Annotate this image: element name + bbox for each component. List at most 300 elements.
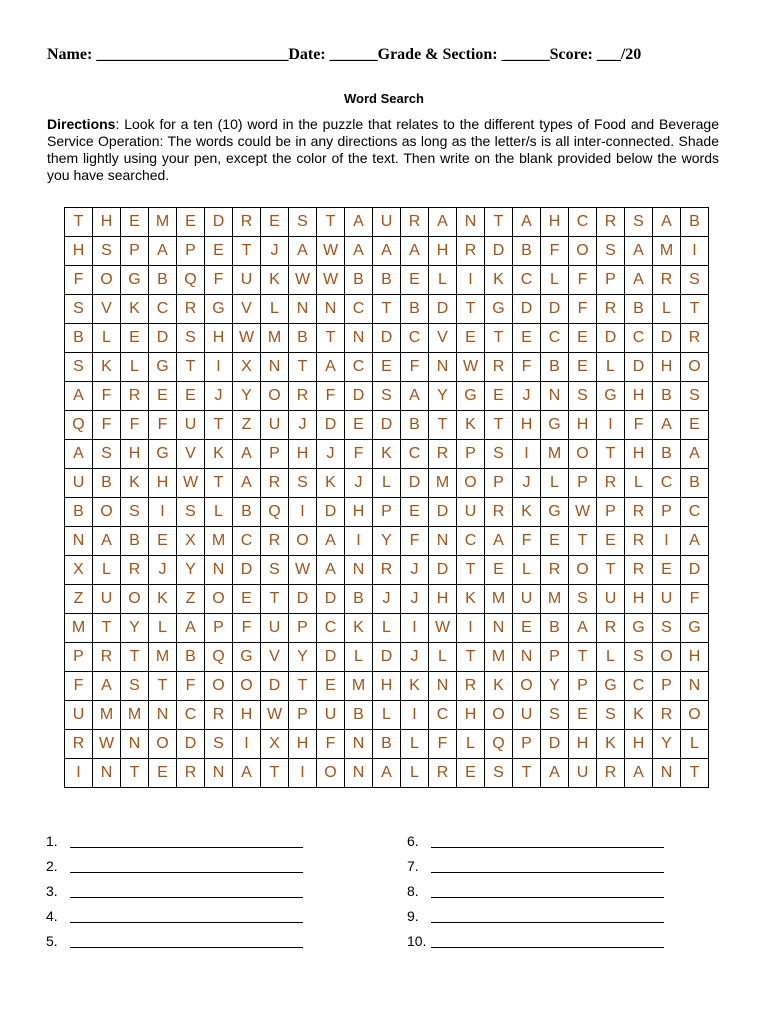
grid-cell[interactable]: H [625,382,653,411]
grid-cell[interactable]: A [625,759,653,788]
grid-cell[interactable]: O [569,237,597,266]
grid-cell[interactable]: D [373,324,401,353]
grid-cell[interactable]: C [653,469,681,498]
grid-cell[interactable]: H [513,411,541,440]
grid-cell[interactable]: Q [485,730,513,759]
grid-cell[interactable]: L [625,469,653,498]
answer-blank[interactable] [70,833,303,848]
grid-cell[interactable]: I [401,701,429,730]
grid-cell[interactable]: R [597,614,625,643]
grid-cell[interactable]: R [457,672,485,701]
grid-cell[interactable]: N [205,556,233,585]
grid-cell[interactable]: W [457,353,485,382]
grid-cell[interactable]: S [65,295,93,324]
grid-cell[interactable]: D [681,556,709,585]
grid-cell[interactable]: D [177,730,205,759]
grid-cell[interactable]: L [345,643,373,672]
grid-cell[interactable]: L [205,498,233,527]
grid-cell[interactable]: G [625,614,653,643]
grid-cell[interactable]: S [485,759,513,788]
grid-cell[interactable]: U [569,759,597,788]
grid-cell[interactable]: L [121,353,149,382]
grid-cell[interactable]: A [233,440,261,469]
grid-cell[interactable]: O [205,585,233,614]
grid-cell[interactable]: P [261,440,289,469]
grid-cell[interactable]: K [485,266,513,295]
grid-cell[interactable]: E [513,614,541,643]
grid-cell[interactable]: K [261,266,289,295]
grid-cell[interactable]: U [317,701,345,730]
grid-cell[interactable]: O [205,672,233,701]
grid-cell[interactable]: U [65,469,93,498]
grid-cell[interactable]: M [261,324,289,353]
grid-cell[interactable]: A [149,237,177,266]
grid-cell[interactable]: K [597,730,625,759]
grid-cell[interactable]: H [149,469,177,498]
grid-cell[interactable]: B [93,469,121,498]
grid-cell[interactable]: M [429,469,457,498]
grid-cell[interactable]: C [541,324,569,353]
grid-cell[interactable]: R [177,759,205,788]
grid-cell[interactable]: D [261,672,289,701]
grid-cell[interactable]: F [205,266,233,295]
grid-cell[interactable]: T [205,469,233,498]
grid-cell[interactable]: G [541,411,569,440]
grid-cell[interactable]: C [625,324,653,353]
grid-cell[interactable]: D [513,295,541,324]
grid-cell[interactable]: O [261,382,289,411]
grid-cell[interactable]: B [149,266,177,295]
grid-cell[interactable]: F [317,730,345,759]
grid-cell[interactable]: E [569,324,597,353]
grid-cell[interactable]: W [93,730,121,759]
grid-cell[interactable]: A [345,237,373,266]
grid-cell[interactable]: C [317,614,345,643]
grid-cell[interactable]: T [457,556,485,585]
grid-cell[interactable]: R [597,469,625,498]
grid-cell[interactable]: B [653,440,681,469]
grid-cell[interactable]: W [233,324,261,353]
grid-cell[interactable]: P [485,469,513,498]
grid-cell[interactable]: A [317,556,345,585]
grid-cell[interactable]: R [373,556,401,585]
grid-cell[interactable]: T [177,353,205,382]
grid-cell[interactable]: I [653,527,681,556]
grid-cell[interactable]: F [401,527,429,556]
grid-cell[interactable]: E [149,382,177,411]
grid-cell[interactable]: D [401,469,429,498]
grid-cell[interactable]: A [233,759,261,788]
grid-cell[interactable]: R [457,237,485,266]
grid-cell[interactable]: I [65,759,93,788]
grid-cell[interactable]: M [149,208,177,237]
grid-cell[interactable]: L [597,643,625,672]
grid-cell[interactable]: T [485,324,513,353]
grid-cell[interactable]: L [681,730,709,759]
grid-cell[interactable]: U [233,266,261,295]
grid-cell[interactable]: X [177,527,205,556]
grid-cell[interactable]: T [569,643,597,672]
grid-cell[interactable]: B [401,411,429,440]
grid-cell[interactable]: L [653,295,681,324]
grid-cell[interactable]: Q [205,643,233,672]
grid-cell[interactable]: R [485,353,513,382]
grid-cell[interactable]: A [345,208,373,237]
grid-cell[interactable]: B [345,701,373,730]
answer-blank[interactable] [70,858,303,873]
grid-cell[interactable]: N [457,208,485,237]
grid-cell[interactable]: N [317,295,345,324]
grid-cell[interactable]: K [121,469,149,498]
grid-cell[interactable]: E [597,527,625,556]
grid-cell[interactable]: U [93,585,121,614]
grid-cell[interactable]: C [177,701,205,730]
grid-cell[interactable]: T [289,353,317,382]
grid-cell[interactable]: S [177,324,205,353]
grid-cell[interactable]: M [205,527,233,556]
grid-cell[interactable]: B [65,324,93,353]
grid-cell[interactable]: X [233,353,261,382]
grid-cell[interactable]: S [289,208,317,237]
grid-cell[interactable]: S [569,585,597,614]
grid-cell[interactable]: F [317,382,345,411]
grid-cell[interactable]: S [541,701,569,730]
grid-cell[interactable]: N [429,672,457,701]
grid-cell[interactable]: D [205,208,233,237]
grid-cell[interactable]: D [653,324,681,353]
grid-cell[interactable]: C [233,527,261,556]
grid-cell[interactable]: W [261,701,289,730]
grid-cell[interactable]: J [345,469,373,498]
grid-cell[interactable]: A [177,614,205,643]
grid-cell[interactable]: D [625,353,653,382]
grid-cell[interactable]: R [429,440,457,469]
answer-blank[interactable] [431,883,664,898]
grid-cell[interactable]: E [177,382,205,411]
grid-cell[interactable]: M [121,701,149,730]
grid-cell[interactable]: W [429,614,457,643]
grid-cell[interactable]: B [541,614,569,643]
grid-cell[interactable]: I [457,266,485,295]
grid-cell[interactable]: B [345,266,373,295]
grid-cell[interactable]: K [205,440,233,469]
grid-cell[interactable]: C [457,527,485,556]
grid-cell[interactable]: R [597,295,625,324]
grid-cell[interactable]: S [485,440,513,469]
grid-cell[interactable]: F [233,614,261,643]
grid-cell[interactable]: S [373,382,401,411]
grid-cell[interactable]: A [653,411,681,440]
grid-cell[interactable]: K [457,585,485,614]
grid-cell[interactable]: S [289,469,317,498]
grid-cell[interactable]: N [149,701,177,730]
grid-cell[interactable]: S [625,208,653,237]
answer-blank[interactable] [431,933,664,948]
grid-cell[interactable]: I [597,411,625,440]
grid-cell[interactable]: F [177,672,205,701]
grid-cell[interactable]: D [485,237,513,266]
grid-cell[interactable]: R [597,759,625,788]
grid-cell[interactable]: O [233,672,261,701]
grid-cell[interactable]: L [261,295,289,324]
grid-cell[interactable]: Z [177,585,205,614]
grid-cell[interactable]: P [373,498,401,527]
grid-cell[interactable]: O [289,527,317,556]
grid-cell[interactable]: E [485,382,513,411]
grid-cell[interactable]: E [121,208,149,237]
grid-cell[interactable]: E [653,556,681,585]
grid-cell[interactable]: P [289,614,317,643]
grid-cell[interactable]: H [429,237,457,266]
grid-cell[interactable]: R [261,469,289,498]
grid-cell[interactable]: N [513,643,541,672]
grid-cell[interactable]: A [681,527,709,556]
grid-cell[interactable]: C [401,324,429,353]
grid-cell[interactable]: U [177,411,205,440]
grid-cell[interactable]: P [653,498,681,527]
grid-cell[interactable]: B [681,208,709,237]
grid-cell[interactable]: A [485,527,513,556]
grid-cell[interactable]: S [261,556,289,585]
grid-cell[interactable]: T [289,672,317,701]
grid-cell[interactable]: T [121,759,149,788]
grid-cell[interactable]: N [541,382,569,411]
grid-cell[interactable]: N [93,759,121,788]
grid-cell[interactable]: N [205,759,233,788]
grid-cell[interactable]: E [233,585,261,614]
grid-cell[interactable]: D [289,585,317,614]
grid-cell[interactable]: O [149,730,177,759]
grid-cell[interactable]: W [289,556,317,585]
grid-cell[interactable]: R [65,730,93,759]
grid-cell[interactable]: H [541,208,569,237]
grid-cell[interactable]: B [177,643,205,672]
grid-cell[interactable]: D [541,730,569,759]
grid-cell[interactable]: E [485,556,513,585]
grid-cell[interactable]: D [233,556,261,585]
grid-cell[interactable]: M [485,643,513,672]
grid-cell[interactable]: S [65,353,93,382]
grid-cell[interactable]: N [345,730,373,759]
grid-cell[interactable]: T [317,208,345,237]
grid-cell[interactable]: K [121,295,149,324]
grid-cell[interactable]: N [653,759,681,788]
grid-cell[interactable]: W [569,498,597,527]
grid-cell[interactable]: B [373,730,401,759]
grid-cell[interactable]: A [541,759,569,788]
grid-cell[interactable]: H [625,440,653,469]
grid-cell[interactable]: K [317,469,345,498]
grid-cell[interactable]: T [317,324,345,353]
grid-cell[interactable]: R [401,208,429,237]
grid-cell[interactable]: O [681,701,709,730]
grid-cell[interactable]: D [149,324,177,353]
grid-cell[interactable]: B [513,237,541,266]
grid-cell[interactable]: M [93,701,121,730]
grid-cell[interactable]: R [261,527,289,556]
grid-cell[interactable]: R [653,266,681,295]
grid-cell[interactable]: I [513,440,541,469]
grid-cell[interactable]: E [569,701,597,730]
grid-cell[interactable]: E [121,324,149,353]
grid-cell[interactable]: L [513,556,541,585]
grid-cell[interactable]: F [541,237,569,266]
grid-cell[interactable]: B [121,527,149,556]
grid-cell[interactable]: M [149,643,177,672]
grid-cell[interactable]: F [513,527,541,556]
grid-cell[interactable]: A [401,237,429,266]
grid-cell[interactable]: E [401,498,429,527]
grid-cell[interactable]: O [93,498,121,527]
grid-cell[interactable]: T [597,556,625,585]
grid-cell[interactable]: A [65,382,93,411]
grid-cell[interactable]: L [401,759,429,788]
grid-cell[interactable]: K [457,411,485,440]
grid-cell[interactable]: D [317,585,345,614]
grid-cell[interactable]: R [681,324,709,353]
grid-cell[interactable]: L [93,324,121,353]
grid-cell[interactable]: R [121,382,149,411]
grid-cell[interactable]: T [65,208,93,237]
grid-cell[interactable]: A [373,237,401,266]
grid-cell[interactable]: J [401,643,429,672]
grid-cell[interactable]: C [569,208,597,237]
grid-cell[interactable]: R [233,208,261,237]
grid-cell[interactable]: F [569,295,597,324]
grid-cell[interactable]: U [457,498,485,527]
grid-cell[interactable]: C [681,498,709,527]
grid-cell[interactable]: C [345,353,373,382]
grid-cell[interactable]: O [317,759,345,788]
grid-cell[interactable]: N [121,730,149,759]
grid-cell[interactable]: U [513,585,541,614]
grid-cell[interactable]: N [289,295,317,324]
grid-cell[interactable]: K [149,585,177,614]
grid-cell[interactable]: P [457,440,485,469]
grid-cell[interactable]: N [345,759,373,788]
grid-cell[interactable]: N [261,353,289,382]
grid-cell[interactable]: H [653,353,681,382]
grid-cell[interactable]: S [177,498,205,527]
grid-cell[interactable]: F [149,411,177,440]
grid-cell[interactable]: L [429,266,457,295]
grid-cell[interactable]: G [597,672,625,701]
grid-cell[interactable]: R [485,498,513,527]
grid-cell[interactable]: C [345,295,373,324]
grid-cell[interactable]: C [513,266,541,295]
grid-cell[interactable]: R [541,556,569,585]
grid-cell[interactable]: F [569,266,597,295]
grid-cell[interactable]: J [289,411,317,440]
grid-cell[interactable]: V [233,295,261,324]
grid-cell[interactable]: J [513,382,541,411]
grid-cell[interactable]: T [205,411,233,440]
grid-cell[interactable]: U [261,614,289,643]
grid-cell[interactable]: E [681,411,709,440]
grid-cell[interactable]: N [429,353,457,382]
grid-cell[interactable]: T [513,759,541,788]
grid-cell[interactable]: E [345,411,373,440]
grid-cell[interactable]: P [177,237,205,266]
grid-cell[interactable]: K [373,440,401,469]
grid-cell[interactable]: D [317,411,345,440]
grid-cell[interactable]: D [597,324,625,353]
grid-cell[interactable]: H [429,585,457,614]
grid-cell[interactable]: T [261,759,289,788]
grid-cell[interactable]: B [65,498,93,527]
grid-cell[interactable]: J [261,237,289,266]
grid-cell[interactable]: T [569,527,597,556]
grid-cell[interactable]: Y [653,730,681,759]
grid-cell[interactable]: R [625,527,653,556]
grid-cell[interactable]: Q [261,498,289,527]
grid-cell[interactable]: B [289,324,317,353]
grid-cell[interactable]: A [681,440,709,469]
grid-cell[interactable]: F [681,585,709,614]
grid-cell[interactable]: K [513,498,541,527]
grid-cell[interactable]: V [177,440,205,469]
grid-cell[interactable]: I [401,614,429,643]
grid-cell[interactable]: F [93,382,121,411]
grid-cell[interactable]: N [429,527,457,556]
grid-cell[interactable]: C [149,295,177,324]
grid-cell[interactable]: L [149,614,177,643]
grid-cell[interactable]: A [513,208,541,237]
grid-cell[interactable]: C [625,672,653,701]
grid-cell[interactable]: T [261,585,289,614]
answer-blank[interactable] [431,858,664,873]
answer-blank[interactable] [431,833,664,848]
grid-cell[interactable]: Z [65,585,93,614]
grid-cell[interactable]: K [625,701,653,730]
grid-cell[interactable]: H [289,440,317,469]
grid-cell[interactable]: P [597,498,625,527]
grid-cell[interactable]: Y [177,556,205,585]
grid-cell[interactable]: A [653,208,681,237]
grid-cell[interactable]: A [289,237,317,266]
grid-cell[interactable]: J [373,585,401,614]
grid-cell[interactable]: A [93,527,121,556]
grid-cell[interactable]: E [569,353,597,382]
grid-cell[interactable]: T [233,237,261,266]
grid-cell[interactable]: E [373,353,401,382]
grid-cell[interactable]: E [177,208,205,237]
grid-cell[interactable]: H [681,643,709,672]
grid-cell[interactable]: P [205,614,233,643]
grid-cell[interactable]: F [93,411,121,440]
grid-cell[interactable]: G [121,266,149,295]
grid-cell[interactable]: L [541,266,569,295]
name-blank[interactable]: ________________________ [96,46,289,63]
grid-cell[interactable]: O [681,353,709,382]
grid-cell[interactable]: H [345,498,373,527]
grid-cell[interactable]: E [149,759,177,788]
grid-cell[interactable]: J [317,440,345,469]
grid-cell[interactable]: T [681,295,709,324]
grid-cell[interactable]: F [429,730,457,759]
grid-cell[interactable]: A [373,759,401,788]
grid-cell[interactable]: A [401,382,429,411]
grid-cell[interactable]: N [485,614,513,643]
grid-cell[interactable]: D [429,498,457,527]
grid-cell[interactable]: J [401,556,429,585]
grid-cell[interactable]: M [345,672,373,701]
grid-cell[interactable]: D [373,643,401,672]
grid-cell[interactable]: S [597,237,625,266]
grid-cell[interactable]: Q [65,411,93,440]
grid-cell[interactable]: H [625,585,653,614]
grid-cell[interactable]: H [625,730,653,759]
